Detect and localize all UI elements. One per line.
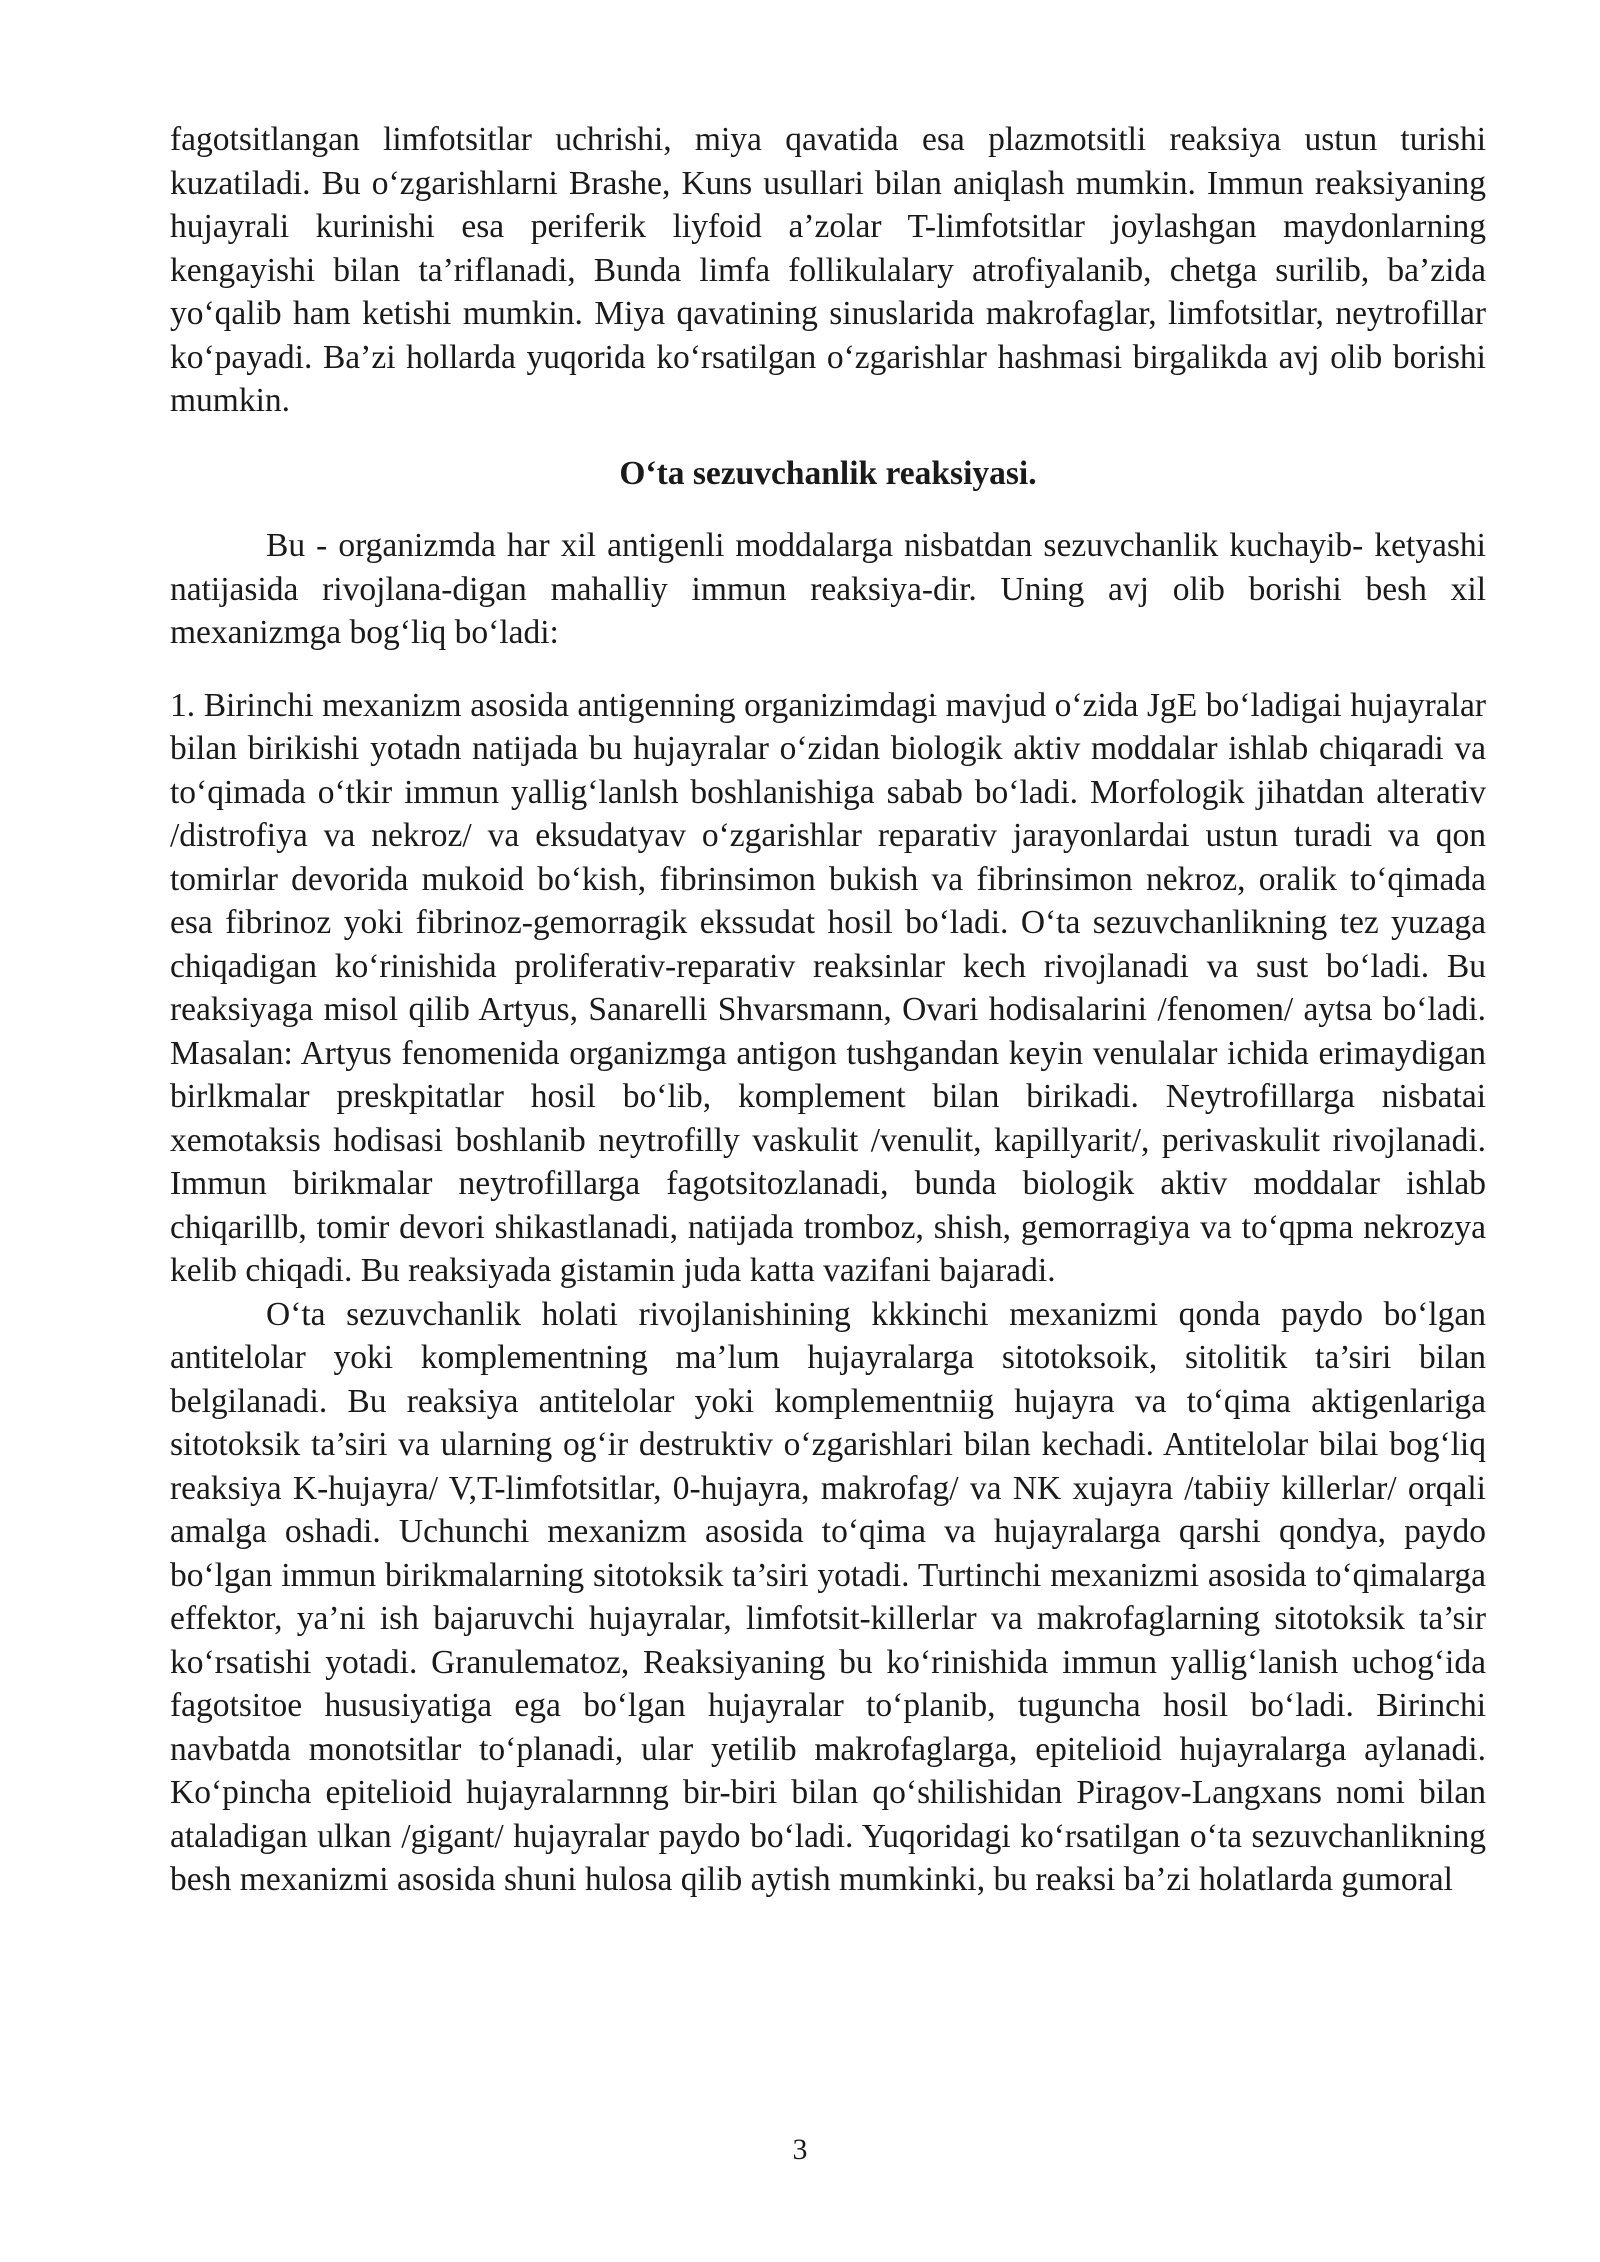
page-body [170, 118, 1486, 1902]
paragraph-definition: Bu - organizmda har xil antigenli moddalarga nisbatdan sezuvchanlik kuchayib- ketyashi natijasida rivojlana-digan mahalliy immun reaksiya-dir. Uning avj olib borishi besh xil mexanizmga bog‘liq bo‘ladi: [170, 527, 1486, 651]
paragraph-intro: fagotsitlangan limfotsitlar uchrishi, miya qavatida esa plazmotsitli reaksiya ustun turishi kuzatiladi. Bu o‘zgarishlarni Brashe, Kuns usullari bilan aniqlash mumkin. Immun reaksiyaning hujayrali kurinishi esa periferik liyfoid a’zolar T-limfotsitlar joylashgan maydonlarning kengayishi bilan ta’riflanadi, Bunda limfa follikulalary atrofiyalanib, chetga surilib, ba’zida yo‘qalib ham ketishi mumkin. Miya qavatining sinuslarida makrofaglar, limfotsitlar, neytrofillar ko‘payadi. Ba’zi hollarda yuqorida ko‘rsatilgan o‘zgarishlar hashmasi birgalikda avj olib borishi mumkin. [170, 121, 1486, 419]
paragraph-other-mechanisms: O‘ta sezuvchanlik holati rivojlanishining kkkinchi mexanizmi qonda paydo bo‘lgan antitelolar yoki komplementning ma’lum hujayralarga sitotoksoik, sitolitik ta’siri bilan belgilanadi. Bu reaksiya antitelolar yoki komplementniig hujayra va to‘qima aktigenlariga sitotoksik ta’siri va ularning og‘ir destruktiv o‘zgarishlari bilan kechadi. Antitelolar bilai bog‘liq reaksiya K-hujayra/ V,T-limfotsitlar, 0-hujayra, makrofag/ va NK xujayra /tabiiy killerlar/ orqali amalga oshadi. Uchunchi mexanizm asosida to‘qima va hujayralarga qarshi qondya, paydo bo‘lgan immun birikmalarning sitotoksik ta’siri yotadi. Turtinchi mexanizmi asosida to‘qimalarga effektor, ya’ni ish bajaruvchi hujayralar, limfotsit-killerlar va makrofaglarning sitotoksik ta’sir ko‘rsatishi yotadi. Granulematoz, Reaksiyaning bu ko‘rinishida immun yallig‘lanish uchog‘ida fagotsitoe hususiyatiga ega bo‘lgan hujayralar to‘planib, tuguncha hosil bo‘ladi. Birinchi navbatda monotsitlar to‘planadi, ular yetilib makrofaglarga, epitelioid hujayralarga aylanadi. Ko‘pincha epitelioid hujayralarnnng bir-biri bilan qo‘shilishidan Piragov-Langxans nomi bilan ataladigan ulkan /gigant/ hujayralar paydo bo‘ladi. Yuqoridagi ko‘rsatilgan o‘ta sezuvchanlikning besh mexanizmi asosida shuni hulosa qilib aytish mumkinki, bu reaksi ba’zi holatlarda gumoral [170, 1295, 1486, 1898]
section-heading: O‘ta sezuvchanlik reaksiyasi. [619, 454, 1037, 492]
page-number: 3 [792, 2133, 808, 2166]
paragraph-first-mechanism: 1. Birinchi mexanizm asosida antigenning organizimdagi mavjud o‘zida JgE bo‘ladigai hujayralar bilan birikishi yotadn natijada bu hujayralar o‘zidan biologik aktiv moddalar ishlab chiqaradi va to‘qimada o‘tkir immun yallig‘lanlsh boshlanishiga sabab bo‘ladi. Morfologik jihatdan alterativ /distrofiya va nekroz/ va eksudatyav o‘zgarishlar reparativ jarayonlardai ustun turadi va qon tomirlar devorida mukoid bo‘kish, fibrinsimon bukish va fibrinsimon nekroz, oralik to‘qimada esa fibrinoz yoki fibrinoz-gemorragik ekssudat hosil bo‘ladi. O‘ta sezuvchanlikning tez yuzaga chiqadigan ko‘rinishida proliferativ-reparativ reaksinlar kech rivojlanadi va sust bo‘ladi. Bu reaksiyaga misol qilib Artyus, Sanarelli Shvarsmann, Ovari hodisalarini /fenomen/ aytsa bo‘ladi. Masalan: Artyus fenomenida organizmga antigon tushgandan keyin venulalar ichida erimaydigan birlkmalar preskpitatlar hosil bo‘lib, komplement bilan birikadi. Neytrofillarga nisbatai xemotaksis hodisasi boshlanib neytrofilly vaskulit /venulit, kapillyarit/, perivaskulit rivojlanadi. Immun birikmalar neytrofillarga fagotsitozlanadi, bunda biologik aktiv moddalar ishlab chiqarillb, tomir devori shikastlanadi, natijada tromboz, shish, gemorragiya va to‘qpma nekrozya kelib chiqadi. Bu reaksiyada gistamin juda katta vazifani bajaradi. [170, 686, 1486, 1289]
